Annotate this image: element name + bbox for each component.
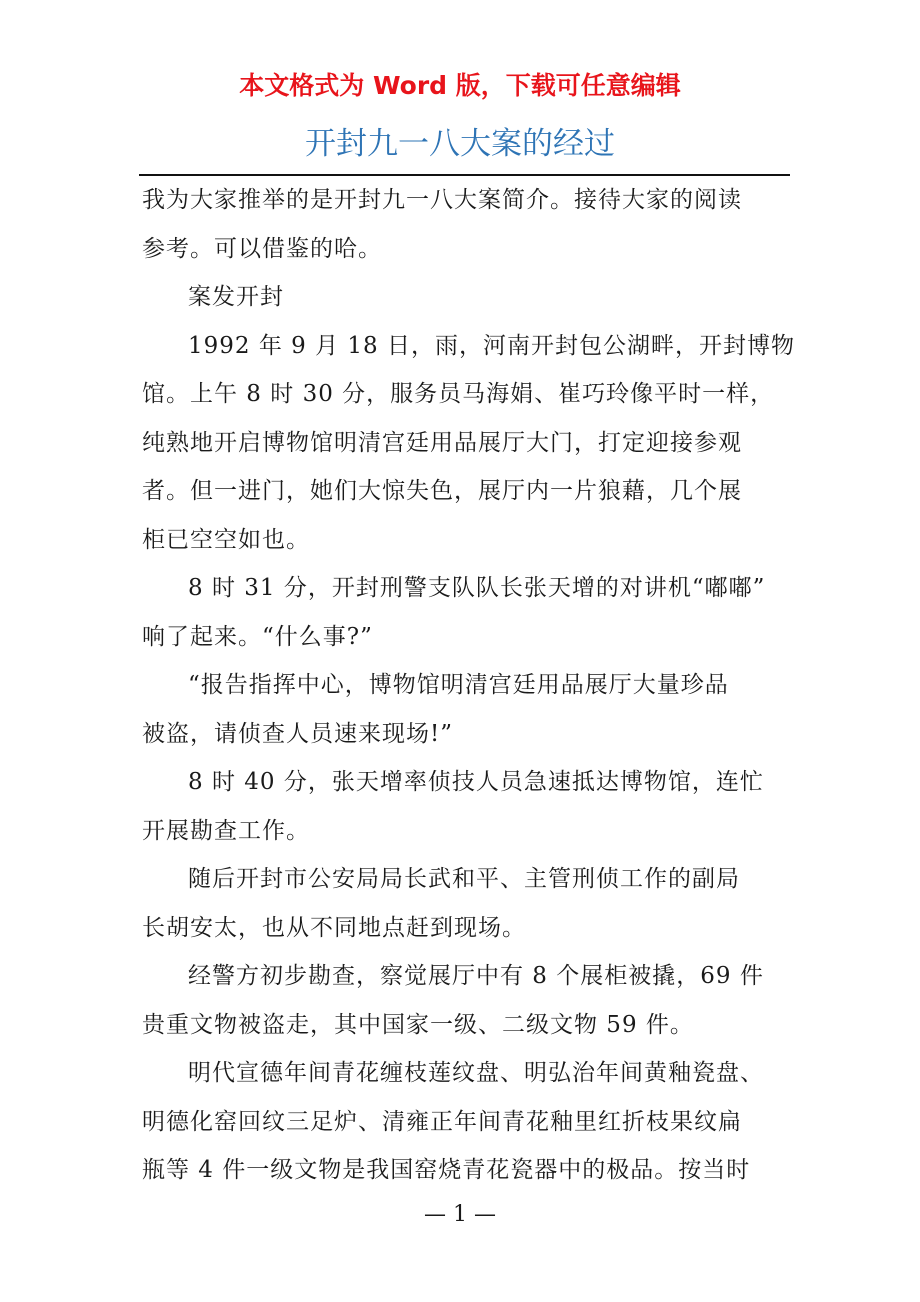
document-title: 开封九一八大案的经过 xyxy=(305,126,615,162)
body-line: 参考。可以借鉴的哈。 xyxy=(142,235,382,262)
document-body xyxy=(142,176,795,1195)
body-line: 明代宣德年间青花缠枝莲纹盘、明弘治年间黄釉瓷盘、 xyxy=(188,1060,764,1086)
body-line: 随后开封市公安局局长武和平、主管刑侦工作的副局 xyxy=(188,866,740,892)
section-heading: 案发开封 xyxy=(188,284,284,310)
body-line: 瓶等 4 件一级文物是我国窑烧青花瓷器中的极品。按当时 xyxy=(142,1157,751,1183)
body-line: 经警方初步勘查，察觉展厅中有 8 个展柜被撬，69 件 xyxy=(188,963,764,989)
body-line: 馆。上午 8 时 30 分，服务员马海娟、崔巧玲像平时一样， xyxy=(142,381,775,407)
body-line: 响了起来。“什么事?” xyxy=(142,623,373,650)
download-banner: 本文格式为 Word 版，下载可任意编辑 xyxy=(239,71,681,100)
body-line: 贵重文物被盗走，其中国家一级、二级文物 59 件。 xyxy=(142,1011,694,1038)
body-line: 者。但一进门，她们大惊失色，展厅内一片狼藉，几个展 xyxy=(142,478,742,504)
body-line: 纯熟地开启博物馆明清宫廷用品展厅大门，打定迎接参观 xyxy=(142,429,742,456)
page-number: — 1 — xyxy=(424,1202,496,1227)
body-line: 开展勘查工作。 xyxy=(142,817,310,844)
body-line: 8 时 40 分，张天增率侦技人员急速抵达博物馆，连忙 xyxy=(188,769,764,795)
body-line: 柜已空空如也。 xyxy=(142,526,310,553)
body-line: 长胡安太，也从不同地点赶到现场。 xyxy=(142,914,526,941)
body-line: 明德化窑回纹三足炉、清雍正年间青花釉里红折枝果纹扁 xyxy=(142,1108,742,1135)
body-line: 被盗，请侦查人员速来现场!” xyxy=(142,720,454,747)
body-line: 8 时 31 分，开封刑警支队队长张天增的对讲机“嘟嘟” xyxy=(188,575,766,601)
body-line: 1992 年 9 月 18 日，雨，河南开封包公湖畔，开封博物 xyxy=(188,332,795,359)
body-line: “报告指挥中心，博物馆明清宫廷用品展厅大量珍品 xyxy=(188,672,729,698)
body-line: 我为大家推举的是开封九一八大案简介。接待大家的阅读 xyxy=(142,187,742,213)
